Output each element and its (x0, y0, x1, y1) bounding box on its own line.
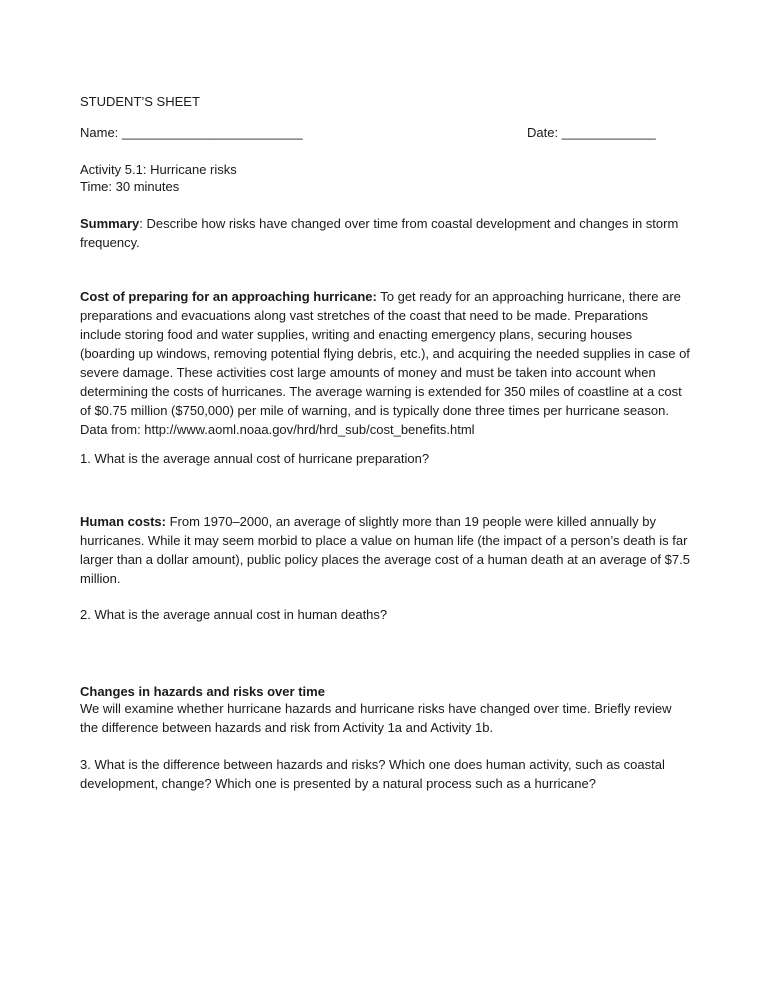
summary-label: Summary (80, 216, 140, 231)
name-label: Name: (80, 125, 119, 140)
human-costs-heading: Human costs: (80, 514, 166, 529)
activity-time: Time: 30 minutes (80, 179, 180, 194)
human-costs-text: From 1970–2000, an average of slightly more than 19 people were killed annually by hurricanes. While it may seem morbid to place a value on human life (the impact of a person’s death is far larger than a dollar amount), public policy places the average cost of a human death at an average of $7.5 million. (80, 514, 690, 586)
human-costs-paragraph (80, 512, 690, 588)
question-2: 2. What is the average annual cost in human deaths? (80, 607, 388, 622)
name-blank: _________________________ (121, 125, 303, 140)
changes-heading: Changes in hazards and risks over time (80, 684, 325, 699)
date-blank: _____________ (561, 125, 656, 140)
preparation-heading: Cost of preparing for an approaching hurricane: (80, 289, 377, 304)
preparation-paragraph (80, 287, 690, 439)
question-1: 1. What is the average annual cost of hurricane preparation? (80, 451, 430, 466)
summary-paragraph (80, 214, 690, 252)
date-line (527, 123, 656, 142)
question-3: 3. What is the difference between hazards and risks? Which one does human activity, such as coastal development, change? Which one is presented by a natural process such as a hurricane? (80, 757, 665, 791)
date-label: Date: (527, 125, 559, 140)
summary-text: : Describe how risks have changed over time from coastal development and changes in storm frequency. (80, 216, 679, 250)
sheet-title: STUDENT’S SHEET (80, 94, 200, 109)
preparation-text: To get ready for an approaching hurricane, there are preparations and evacuations along vast stretches of the coast that need to be made. Preparations include storing food and water supplies, writing and enacting emergency plans, securing houses (boarding up windows, removing potential flying debris, etc.), and acquiring the needed supplies in case of severe damage. These activities cost large amounts of money and must be taken into account when determining the costs of hurricanes. The average warning is extended for 350 miles of coastline at a cost of $0.75 million ($750,000) per mile of warning, and is typically done three times per hurricane season. Data from: http://www.aoml.noaa.gov/hrd/hrd_sub/cost_benefits.html (80, 289, 690, 437)
changes-text: We will examine whether hurricane hazards and hurricane risks have changed over time. Briefly review the difference between hazards and risk from Activity 1a and Activity 1b. (80, 701, 672, 735)
activity-title: Activity 5.1: Hurricane risks (80, 162, 237, 177)
